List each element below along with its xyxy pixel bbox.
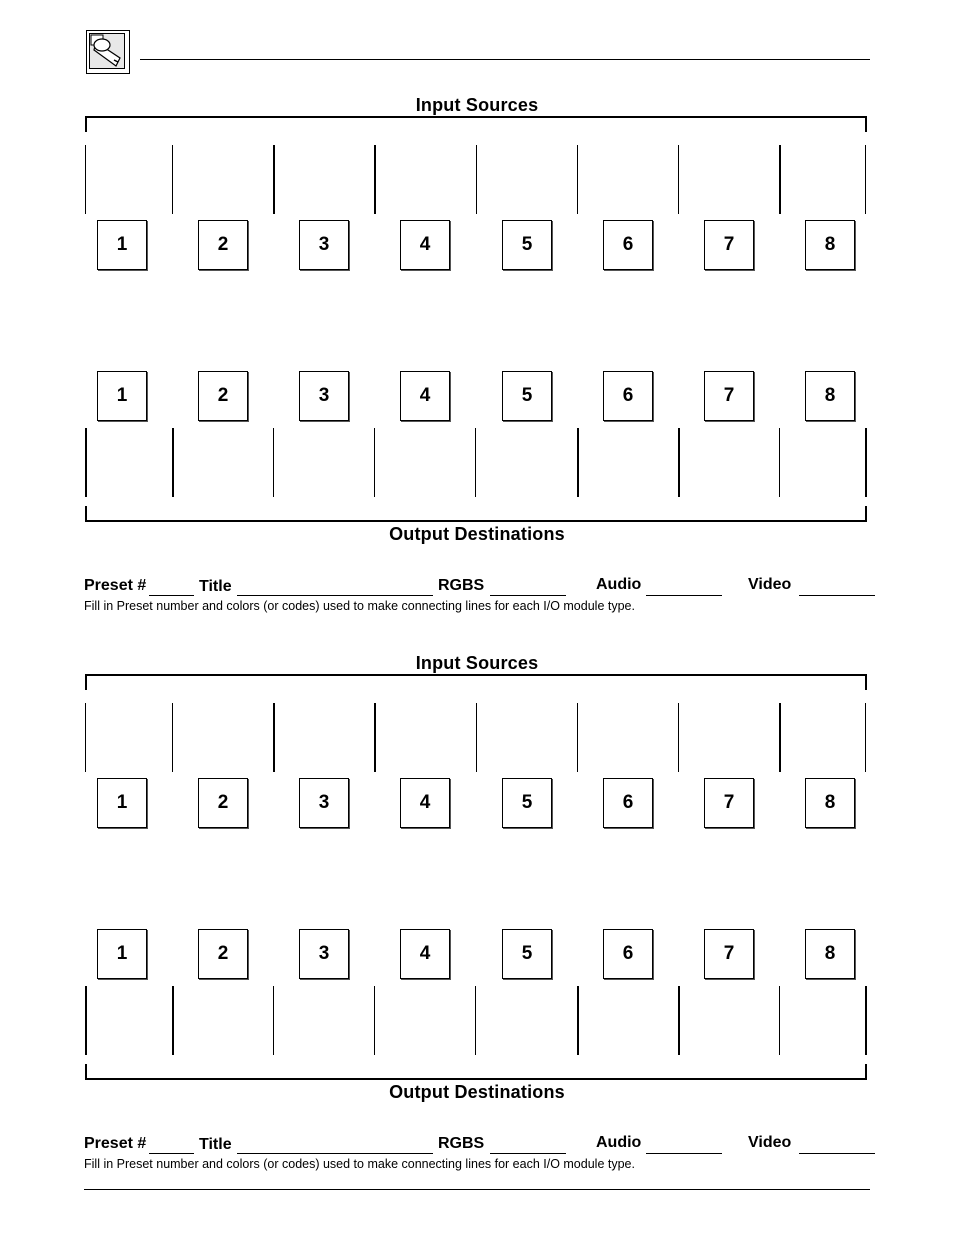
output-divider-line — [577, 428, 579, 497]
input-divider-line — [865, 703, 866, 772]
audio-field[interactable] — [646, 595, 722, 596]
title-label: Title — [199, 578, 232, 595]
output-box-1: 1 — [97, 929, 147, 979]
title-field[interactable] — [237, 1153, 433, 1154]
footer-rule — [84, 1189, 870, 1190]
output-box-6: 6 — [603, 371, 653, 421]
audio-label: Audio — [596, 1134, 642, 1151]
input-box-5: 5 — [502, 778, 552, 828]
output-divider-line — [779, 428, 780, 497]
input-box-8: 8 — [805, 220, 855, 270]
input-divider-line — [273, 703, 275, 772]
audio-field[interactable] — [646, 1153, 722, 1154]
input-box-6: 6 — [603, 778, 653, 828]
input-divider-line — [85, 145, 86, 214]
video-field[interactable] — [799, 595, 875, 596]
rgbs-field[interactable] — [490, 595, 566, 596]
output-divider-line — [475, 986, 476, 1055]
hand-pointer-icon — [89, 33, 125, 69]
output-divider-line — [779, 986, 780, 1055]
input-divider-line — [779, 703, 781, 772]
output-box-2: 2 — [198, 929, 248, 979]
input-divider-line — [678, 145, 679, 214]
output-box-4: 4 — [400, 371, 450, 421]
preset-fields — [84, 577, 884, 601]
input-bracket — [85, 116, 867, 132]
output-divider-line — [577, 986, 579, 1055]
output-box-7: 7 — [704, 929, 754, 979]
output-box-8: 8 — [805, 929, 855, 979]
input-divider-line — [678, 703, 679, 772]
rgbs-field[interactable] — [490, 1153, 566, 1154]
input-divider-line — [374, 145, 376, 214]
video-label: Video — [748, 576, 792, 593]
output-destinations-title: Output Destinations — [389, 1082, 565, 1102]
rgbs-label: RGBS — [438, 577, 485, 594]
output-box-8: 8 — [805, 371, 855, 421]
output-bracket — [85, 506, 867, 522]
input-divider-line — [577, 703, 578, 772]
instruction-note: Fill in Preset number and colors (or codes) used to make connecting lines for each I/O module type. — [84, 599, 635, 613]
output-divider-line — [273, 986, 274, 1055]
input-sources-title: Input Sources — [415, 653, 539, 673]
output-box-7: 7 — [704, 371, 754, 421]
output-box-6: 6 — [603, 929, 653, 979]
video-field[interactable] — [799, 1153, 875, 1154]
preset-section-1 — [0, 90, 954, 630]
output-divider-line — [374, 428, 375, 497]
input-divider-line — [273, 145, 275, 214]
preset-number-label: Preset # — [84, 577, 147, 594]
input-divider-line — [172, 145, 173, 214]
output-divider-line — [273, 428, 274, 497]
output-divider-line — [172, 428, 174, 497]
output-box-3: 3 — [299, 929, 349, 979]
input-box-7: 7 — [704, 220, 754, 270]
input-box-1: 1 — [97, 220, 147, 270]
output-divider-line — [475, 428, 476, 497]
rgbs-label: RGBS — [438, 1135, 485, 1152]
output-box-3: 3 — [299, 371, 349, 421]
input-box-2: 2 — [198, 220, 248, 270]
title-field[interactable] — [237, 595, 433, 596]
output-divider-line — [865, 986, 867, 1055]
input-box-1: 1 — [97, 778, 147, 828]
preset-number-label: Preset # — [84, 1135, 147, 1152]
input-box-8: 8 — [805, 778, 855, 828]
input-divider-line — [374, 703, 376, 772]
output-divider-line — [374, 986, 375, 1055]
logo — [86, 30, 130, 74]
output-divider-line — [85, 428, 87, 497]
output-box-5: 5 — [502, 371, 552, 421]
input-divider-line — [779, 145, 781, 214]
input-divider-line — [476, 145, 477, 214]
output-destinations-title: Output Destinations — [389, 524, 565, 544]
input-box-7: 7 — [704, 778, 754, 828]
input-box-2: 2 — [198, 778, 248, 828]
input-divider-line — [577, 145, 578, 214]
preset-section-2 — [0, 648, 954, 1188]
preset-fields — [84, 1135, 884, 1159]
input-box-4: 4 — [400, 220, 450, 270]
input-box-3: 3 — [299, 778, 349, 828]
input-divider-line — [85, 703, 86, 772]
video-label: Video — [748, 1134, 792, 1151]
instruction-note: Fill in Preset number and colors (or codes) used to make connecting lines for each I/O module type. — [84, 1157, 635, 1171]
input-box-3: 3 — [299, 220, 349, 270]
output-divider-line — [85, 986, 87, 1055]
input-divider-line — [476, 703, 477, 772]
input-divider-line — [865, 145, 866, 214]
output-box-5: 5 — [502, 929, 552, 979]
title-label: Title — [199, 1136, 232, 1153]
output-divider-line — [678, 428, 680, 497]
output-bracket — [85, 1064, 867, 1080]
output-divider-line — [678, 986, 680, 1055]
header-rule — [140, 59, 870, 60]
output-divider-line — [865, 428, 867, 497]
input-bracket — [85, 674, 867, 690]
output-box-2: 2 — [198, 371, 248, 421]
output-divider-line — [172, 986, 174, 1055]
input-box-4: 4 — [400, 778, 450, 828]
input-box-6: 6 — [603, 220, 653, 270]
output-box-1: 1 — [97, 371, 147, 421]
preset-number-field[interactable] — [149, 1153, 194, 1154]
preset-number-field[interactable] — [149, 595, 194, 596]
input-box-5: 5 — [502, 220, 552, 270]
input-sources-title: Input Sources — [415, 95, 539, 115]
audio-label: Audio — [596, 576, 642, 593]
input-divider-line — [172, 703, 173, 772]
output-box-4: 4 — [400, 929, 450, 979]
